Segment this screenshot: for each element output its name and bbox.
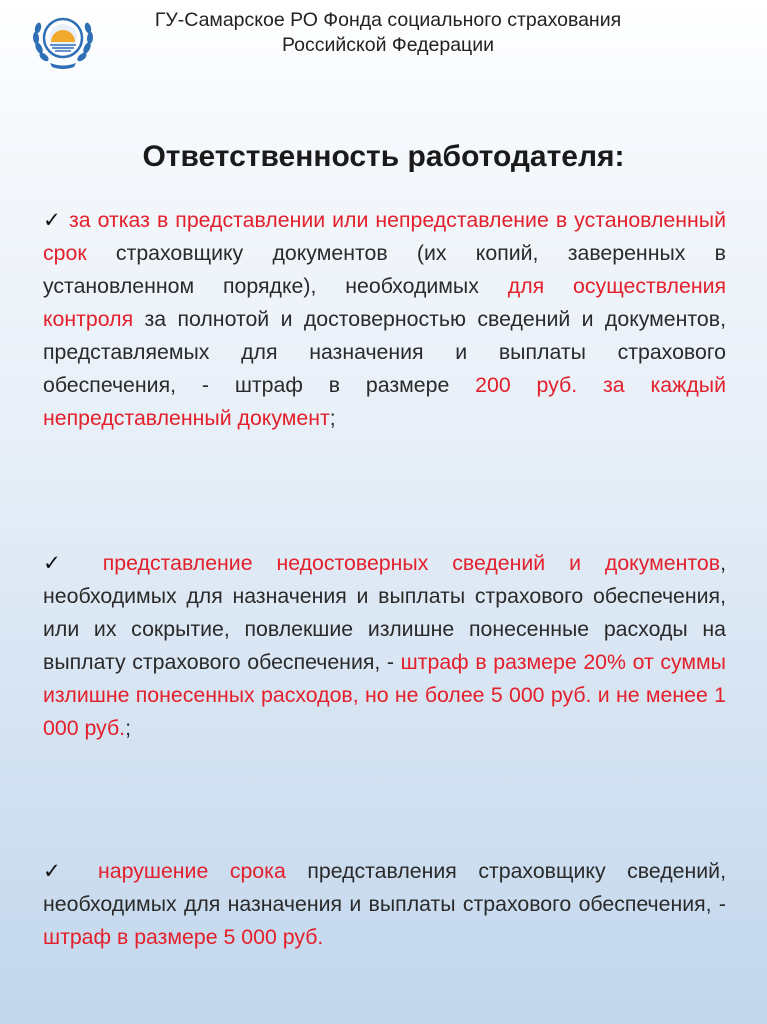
item-text: ; [125, 716, 131, 740]
org-name-line2: Российской Федерации [281, 34, 495, 56]
checkmark-icon: ✓ [43, 208, 62, 232]
page-title: Ответственность работодателя: [142, 140, 625, 173]
checkmark-icon: ✓ [43, 551, 79, 575]
organization-header [100, 8, 676, 58]
item-text: представления страховщику сведений, необходимых для назначения и выплаты страхового обеспечения, - [43, 859, 726, 916]
item-text: страховщику документов (их копий, заверенных в установленном порядке), необходимых [43, 241, 726, 298]
fss-emblem-icon [30, 8, 96, 70]
item-text-red: за отказ в представлении или непредставление в установленный срок [43, 208, 726, 265]
item-text: , необходимых для назначения и выплаты страхового обеспечения, или их сокрытие, повлекшие излишне понесенные расходы на выплату страхового обеспечения, - [43, 551, 726, 674]
item-text: ; [329, 406, 336, 430]
org-name-line1: ГУ-Самарское РО Фонда социального страхования [154, 9, 622, 31]
list-item [43, 204, 726, 435]
item-text-red: штраф в размере 5 000 руб. [43, 925, 324, 949]
list-item [43, 855, 726, 954]
item-text-red: 200 руб. за каждый непредставленный документ [43, 373, 726, 430]
item-text-red: штраф в размере 20% от суммы излишне понесенных расходов, но не более 5 000 руб. и не менее 1 000 руб. [43, 650, 726, 740]
list-item [43, 547, 726, 745]
item-text-red: для осуществления контроля [43, 274, 727, 331]
item-text: за полнотой и достоверностью сведений и документов, представляемых для назначения и выплаты страхового обеспечения, - штраф в размере [43, 307, 726, 397]
item-text-red: представление недостоверных сведений и документов [102, 551, 721, 575]
item-text-red: нарушение срока [98, 859, 286, 883]
checkmark-icon: ✓ [43, 859, 77, 883]
